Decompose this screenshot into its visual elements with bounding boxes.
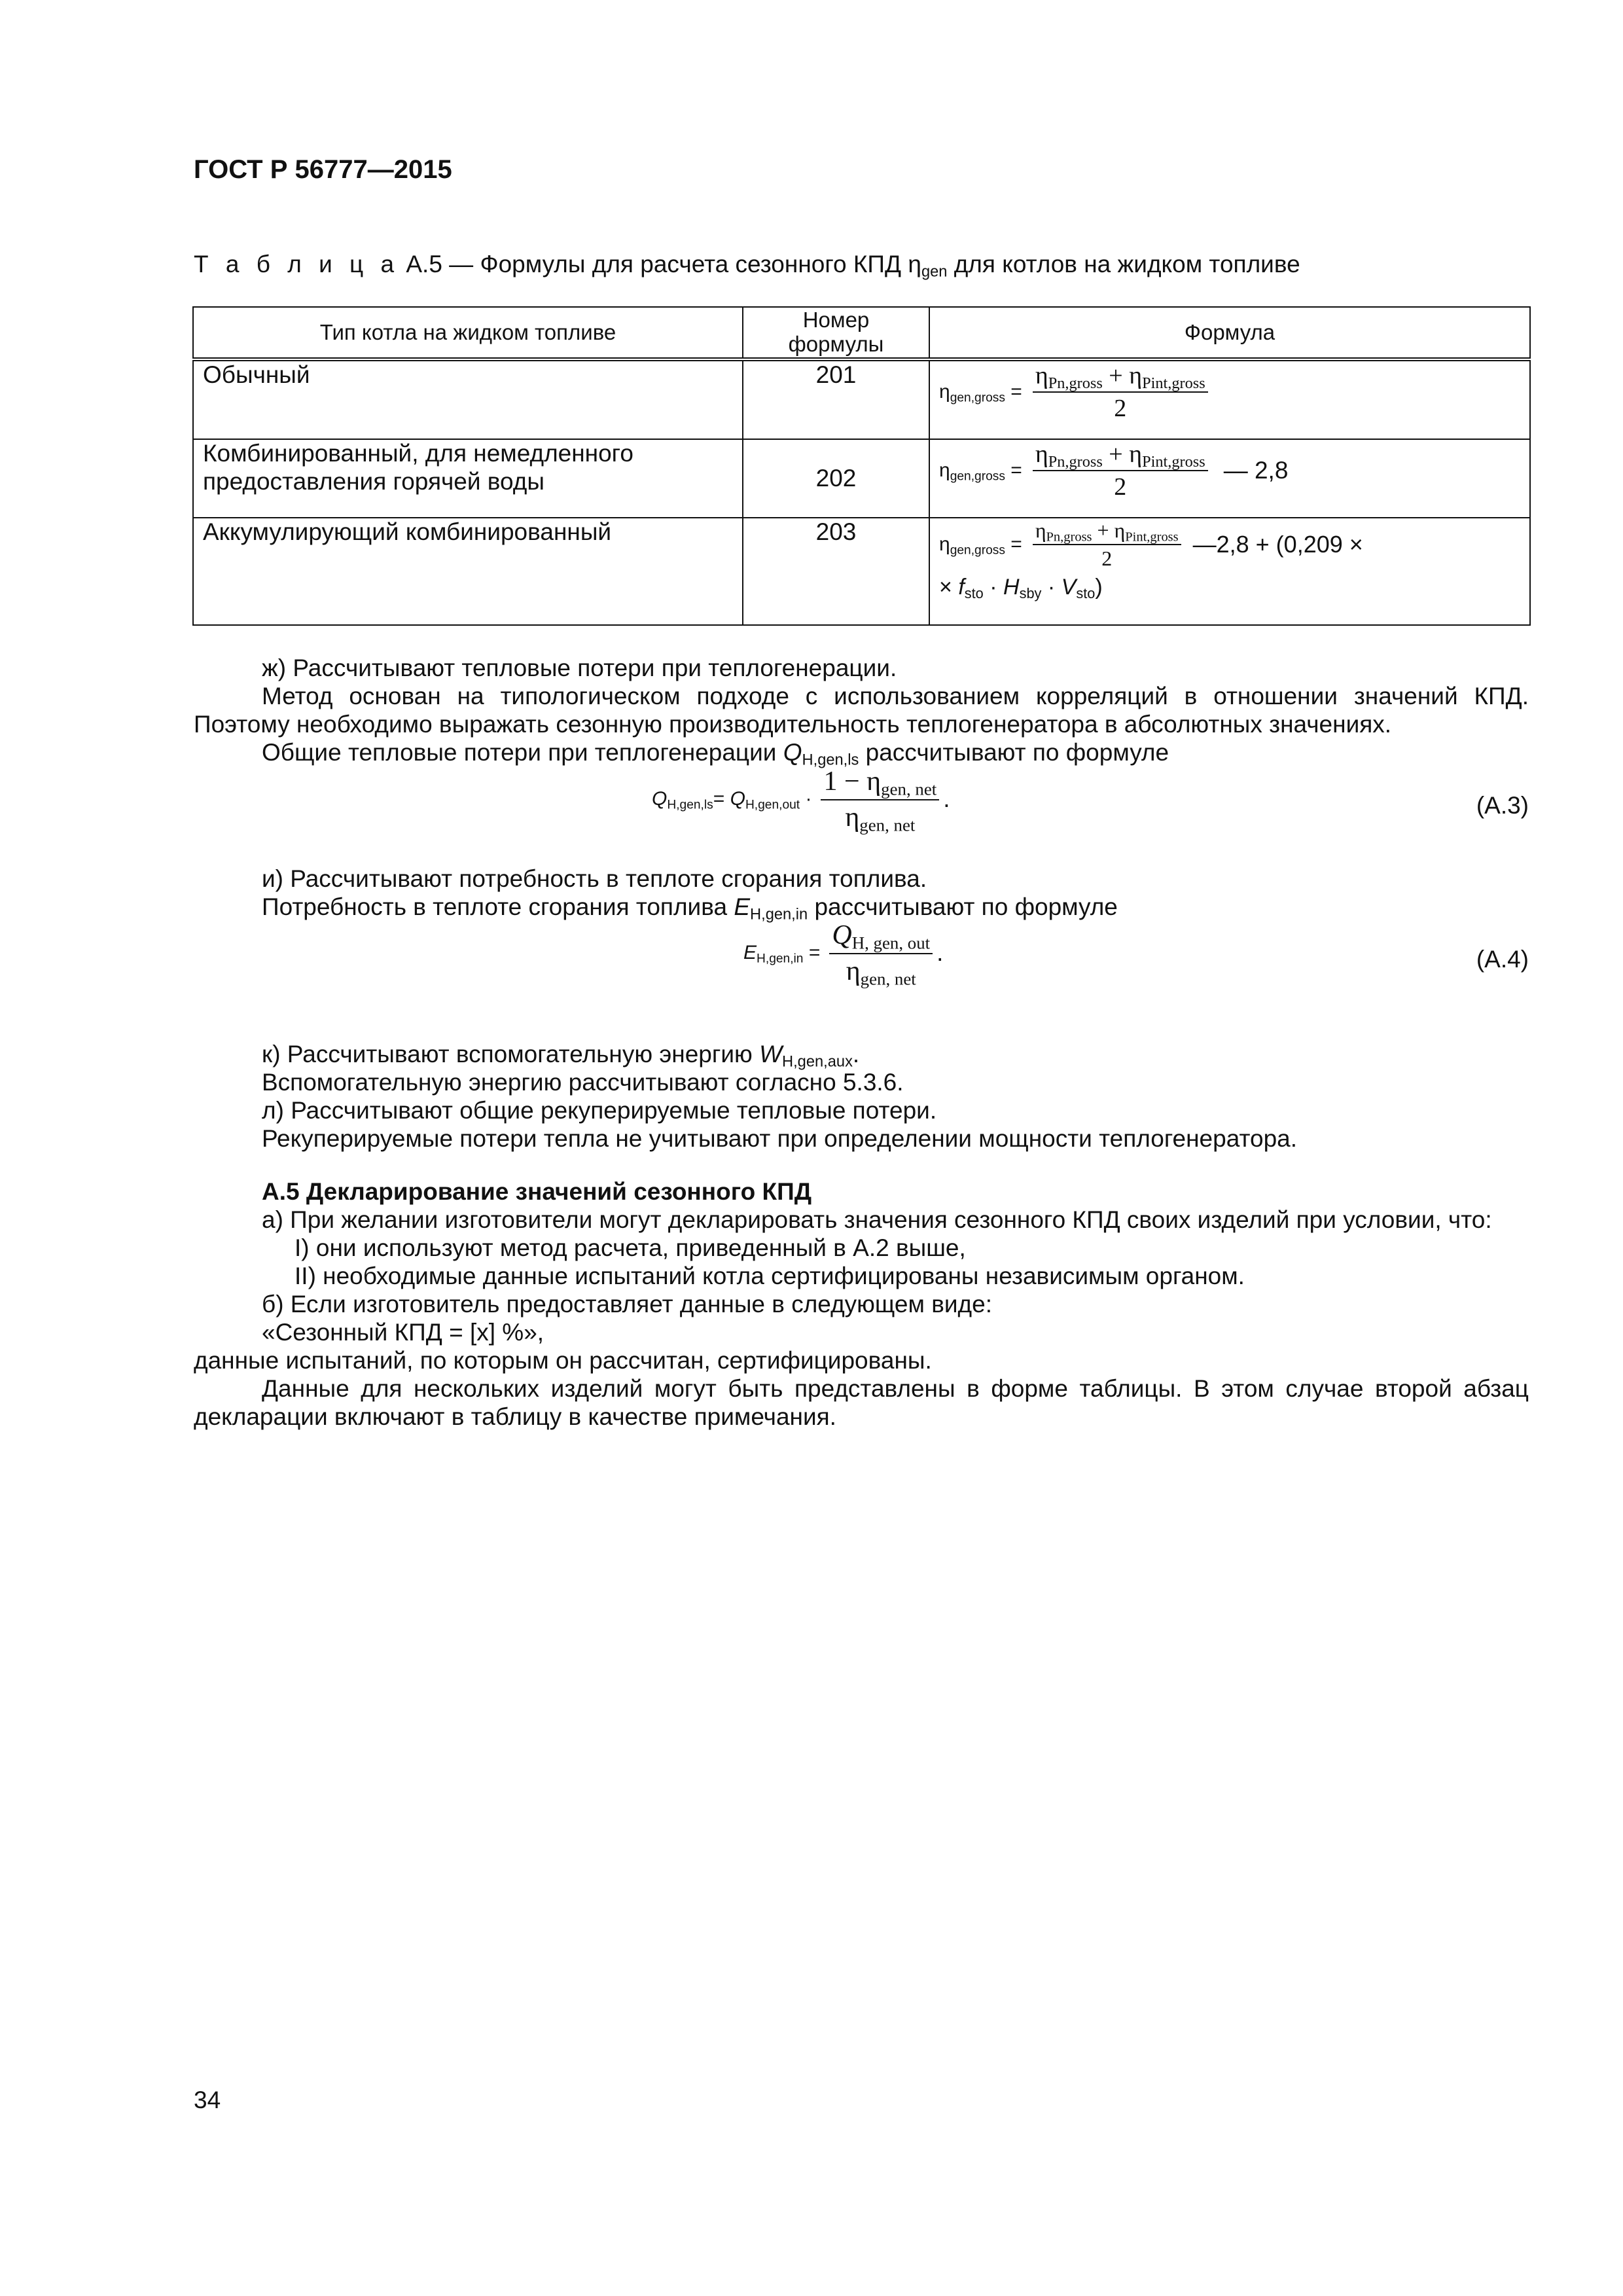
cell-formula [929,518,1530,625]
paragraph-quote: «Сезонный КПД = [x] %», [262,1319,544,1346]
cell-formula [929,359,1530,439]
paragraph-test: данные испытаний, по которым он рассчитан, сертифицированы. [194,1347,932,1374]
header-formula-number: Номер формулы [743,307,929,359]
formula-203: $\eta_{gen,gross}$ = $\frac{\eta_{Pn,gross} + \eta_{Pint,gross}}{2}$ —2,8 + (0,209 × [939,518,1363,571]
formula-tail: —2,8 + (0,209 × [1192,531,1363,558]
formula-table [192,306,1531,626]
table-caption-suffix: для котлов на жидком топливе [947,251,1300,278]
cell-formula [929,439,1530,518]
page-number: 34 [194,2087,221,2113]
formula-203-continuation: × $f_{sto} \cdot H_{sby} \cdot V_{sto}$) [939,575,1103,602]
paragraph-fuel-need: Потребность в теплоте сгорания топлива $E_{H,gen,in}$ рассчитывают по формуле [262,893,1118,924]
equation-a3: $Q_{H,gen,ls}= Q_{H,gen,out}$ · $\frac{1 - \eta_{gen, net}}{\eta_{gen, net}}$ . (А.3) [652,766,1529,835]
table-row [193,439,1530,518]
table-row [193,359,1530,439]
cell-formula-number: 203 [743,518,929,625]
paragraph-i: и) Рассчитывают потребность в теплоте сгорания топлива. [262,865,927,892]
formula-tail: — 2,8 [1223,456,1289,484]
equation-label: (А.3) [1476,792,1529,819]
cell-boiler-type: Аккумулирующий комбинированный [193,518,743,625]
section-title: А.5 Декларирование значений сезонного КПД [262,1178,812,1205]
header-formula: Формула [929,307,1530,359]
fraction: $\frac{1 - \eta_{gen, net}}{\eta_{gen, net}}$ [821,766,939,833]
paragraph-a2: II) необходимые данные испытаний котла сертифицированы независимым органом. [294,1263,1245,1289]
paragraph-method-line1: Метод основан на типологическом подходе с использованием корреляций в отношении значений КПД. [262,683,1529,709]
fraction: $\frac{\eta_{Pn,gross} + \eta_{Pint,gross}}{2}$ [1033,440,1208,501]
paragraph-a1: I) они используют метод расчета, приведенный в А.2 выше, [294,1234,966,1261]
paragraph-method-line2: Поэтому необходимо выражать сезонную производительность теплогенератора в абсолютных значениях. [194,711,1392,738]
paragraph-total-losses: Общие тепловые потери при теплогенерации $Q_{H,gen,ls}$ рассчитывают по формуле [262,739,1169,769]
table-caption-sub: gen [921,263,948,281]
table-caption-prefix: Т а б л и ц а [194,251,400,278]
formula-201: $\eta_{gen,gross}$ = $\frac{\eta_{Pn,gross} + \eta_{Pint,gross}}{2}$ [939,361,1520,423]
paragraph-multi-line1: Данные для нескольких изделий могут быть представлены в форме таблицы. В этом случае второй абзац [262,1375,1529,1402]
cell-formula-number: 201 [743,359,929,439]
table-row [193,518,1530,625]
document-header: ГОСТ Р 56777—2015 [194,155,452,184]
paragraph-zh: ж) Рассчитывают тепловые потери при теплогенерации. [262,655,897,681]
fraction: $\frac{Q_{H, gen, out}}{\eta_{gen, net}}$ [829,920,933,987]
table-header-row [193,307,1530,359]
paragraph-b: б) Если изготовитель предоставляет данные в следующем виде: [262,1291,992,1318]
fraction: $\frac{\eta_{Pn,gross} + \eta_{Pint,gross}}{2}$ [1033,518,1181,571]
fraction: $\frac{\eta_{Pn,gross} + \eta_{Pint,gross}}{2}$ [1033,361,1208,423]
paragraph-k: к) Рассчитывают вспомогательную энергию $W_{H,gen,aux}$. [262,1041,860,1071]
equation-a4: $E_{H,gen,in}$ = $\frac{Q_{H, gen, out}}{\eta_{gen, net}}$ . (А.4) [743,920,1529,989]
equation-label: (А.4) [1476,946,1529,973]
cell-boiler-type: Обычный [193,359,743,439]
table-caption [194,251,1300,279]
formula-202: $\eta_{gen,gross}$ = $\frac{\eta_{Pn,gross} + \eta_{Pint,gross}}{2}$ — 2,8 [939,440,1289,501]
table-caption-label: А.5 — Формулы для расчета сезонного КПД η [406,251,921,278]
paragraph-aux: Вспомогательную энергию рассчитывают согласно 5.3.6. [262,1069,904,1096]
header-boiler-type: Тип котла на жидком топливе [193,307,743,359]
paragraph-multi-line2: декларации включают в таблицу в качестве примечания. [194,1403,836,1430]
cell-formula-number: 202 [743,439,929,518]
paragraph-l: л) Рассчитывают общие рекуперируемые тепловые потери. [262,1097,937,1124]
cell-boiler-type: Комбинированный, для немедленного предоставления горячей воды [193,439,743,518]
paragraph-recup: Рекуперируемые потери тепла не учитывают при определении мощности теплогенератора. [262,1125,1298,1152]
paragraph-a: а) При желании изготовители могут декларировать значения сезонного КПД своих изделий при условии, что: [262,1206,1492,1233]
